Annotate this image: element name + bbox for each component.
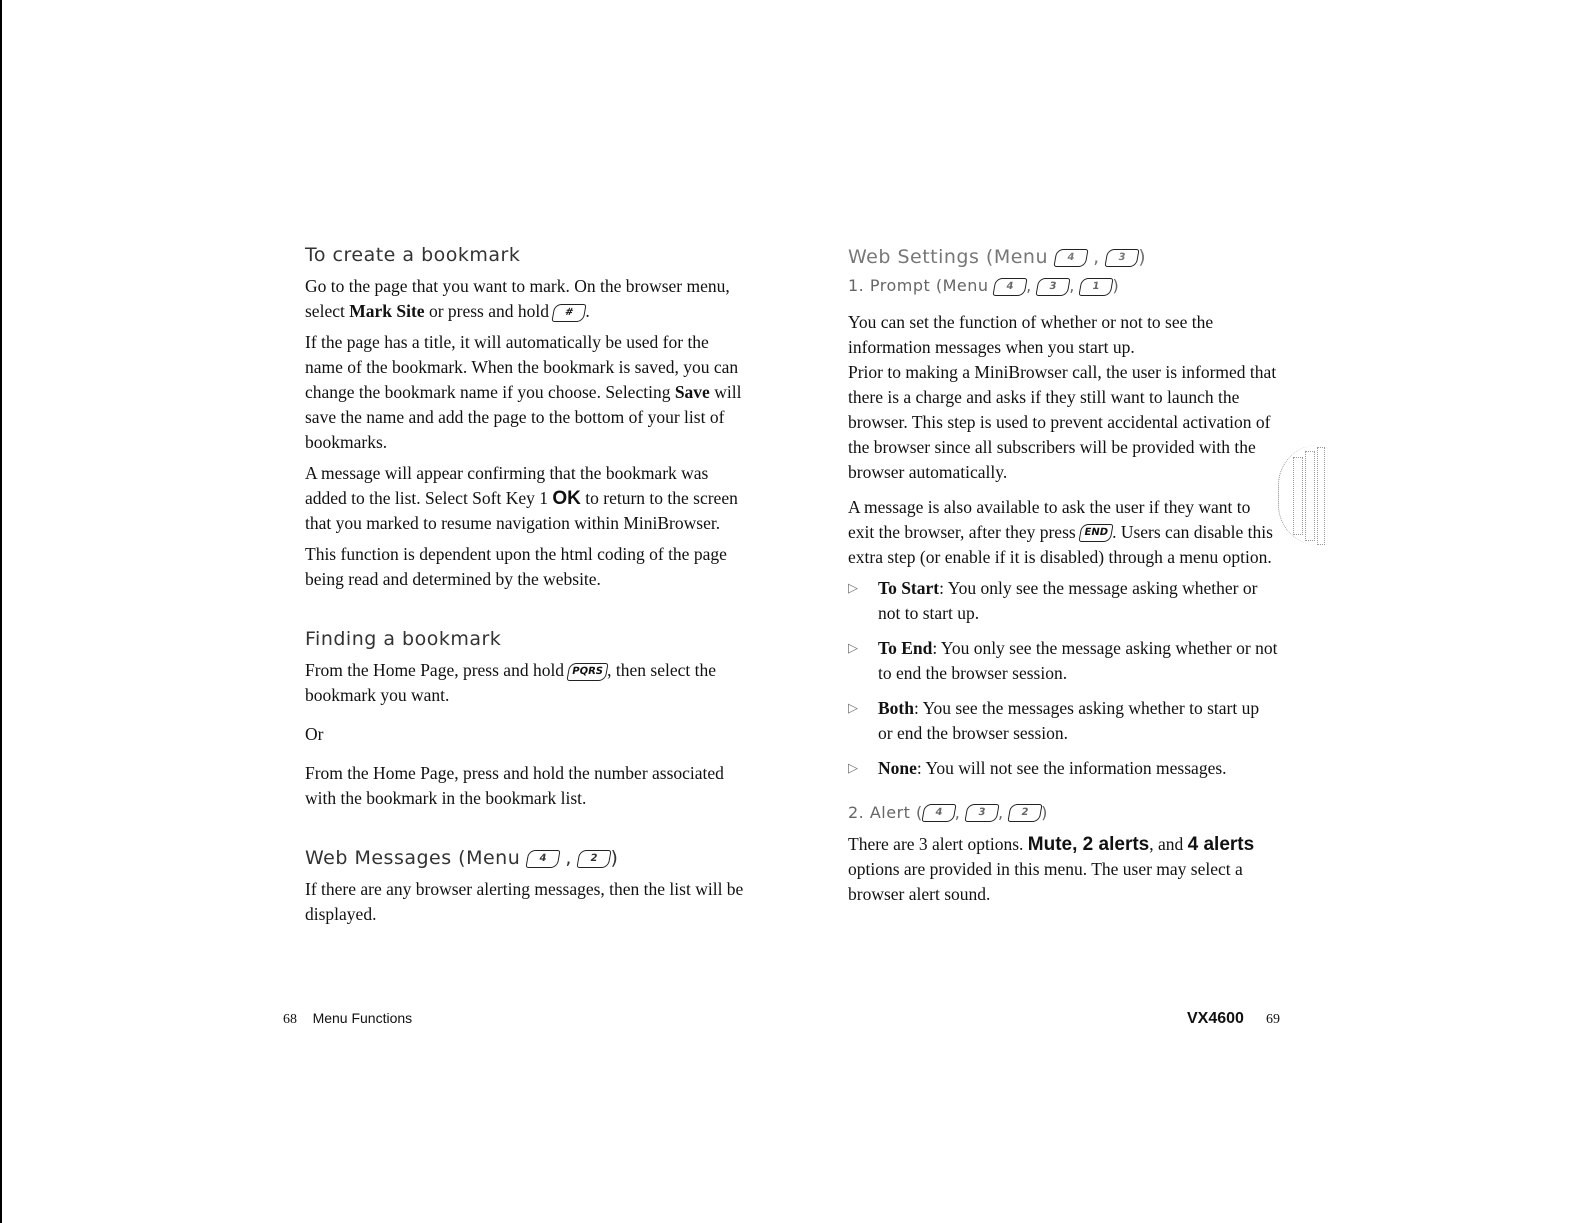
text: A message is also available to ask the user if they want to exit the browser, after they press	[848, 496, 1251, 542]
option-term: Both	[878, 697, 914, 718]
text: )	[1112, 276, 1120, 295]
text: will save the name and add the page to the bottom of your list of bookmarks.	[305, 382, 742, 452]
ok-term: OK	[552, 488, 581, 509]
text: Go to the page that you want to mark. On the browser menu, select	[305, 276, 730, 321]
create-paragraph-2	[305, 330, 745, 455]
key-1-icon: 1	[1079, 278, 1114, 296]
web-messages-heading	[305, 847, 745, 869]
key-3-icon: 3	[964, 804, 999, 822]
text: or press and hold	[424, 301, 554, 321]
finding-paragraph-1	[305, 658, 745, 708]
text: , and	[1149, 834, 1188, 854]
text: ,	[565, 847, 572, 869]
text: . Users can disable this extra step (or enable if it is disabled) through a menu option.	[848, 521, 1273, 567]
right-page-column	[848, 240, 1278, 913]
arrow-bullet-icon: ▷	[848, 640, 858, 656]
text: , then select the bookmark you want.	[305, 660, 717, 705]
key-4-icon: 4	[1053, 249, 1088, 267]
page-number: 69	[1265, 1012, 1280, 1027]
option-term: None	[878, 757, 917, 778]
key-2-icon: 2	[1008, 804, 1043, 822]
text: 1. Prompt (Menu	[848, 276, 995, 295]
arrow-bullet-icon: ▷	[848, 580, 858, 596]
list-item	[848, 756, 1278, 781]
list-item	[848, 576, 1278, 626]
list-item	[848, 636, 1278, 686]
create-paragraph-4: This function is dependent upon the html coding of the page being read and determined by the website.	[305, 544, 727, 589]
finding-bookmark-heading: Finding a bookmark	[305, 628, 502, 650]
prompt-paragraph-2: Prior to making a MiniBrowser call, the user is informed that there is a charge and asks if they still want to launch the browser. This step is used to prevent accidental activation of the browser since all subscribers will be provided with the browser automatically.	[848, 361, 1277, 482]
text: Web Settings (Menu	[848, 246, 1055, 268]
save-term: Save	[674, 382, 710, 402]
option-text: : You will not see the information messages.	[916, 757, 1227, 778]
text: From the Home Page, press and hold	[305, 660, 569, 680]
list-item	[848, 696, 1278, 746]
left-page-footer	[283, 1010, 412, 1028]
key-4-icon: 4	[921, 804, 956, 822]
text: A message will appear confirming that the bookmark was added to the list. Select Soft Key 1	[305, 463, 709, 508]
key-2-icon: 2	[577, 850, 612, 868]
mark-site-term: Mark Site	[349, 301, 425, 321]
text: .	[585, 301, 590, 321]
right-page-footer	[1187, 1010, 1280, 1028]
text: to return to the screen that you marked to resume navigation within MiniBrowser.	[305, 488, 738, 533]
web-messages-paragraph: If there are any browser alerting messages, then the list will be displayed.	[305, 879, 744, 924]
section-tab-marker	[1278, 445, 1325, 545]
prompt-heading: 1. Prompt (Menu 4 , 3 , 1 )	[848, 276, 1120, 295]
pound-key-icon: #	[552, 304, 587, 322]
page-number: 68	[283, 1012, 297, 1027]
text: ,	[1093, 246, 1100, 268]
text: )	[1138, 246, 1147, 268]
prompt-paragraph-1: You can set the function of whether or not to see the information messages when you start up.	[848, 311, 1214, 357]
option-term: To End	[878, 637, 933, 658]
key-4-icon: 4	[993, 278, 1028, 296]
create-paragraph-3	[305, 461, 745, 536]
arrow-bullet-icon: ▷	[848, 760, 858, 776]
key-7-icon: PQRS	[567, 663, 609, 681]
alert-paragraph	[848, 832, 1278, 907]
key-3-icon: 3	[1105, 249, 1140, 267]
arrow-bullet-icon: ▷	[848, 700, 858, 716]
alert-heading: 2. Alert ( 4 , 3 , 2 )	[848, 802, 1048, 822]
text: Web Messages (Menu	[305, 847, 527, 869]
footer-model-label: VX4600	[1187, 1010, 1244, 1027]
option-text: : You only see the message asking whether or not to start up.	[878, 577, 1258, 623]
page-edge-line	[0, 0, 2, 1223]
prompt-paragraph-3	[848, 495, 1278, 570]
finding-or: Or	[305, 724, 324, 744]
key-3-icon: 3	[1036, 278, 1071, 296]
text: )	[1041, 802, 1048, 822]
prompt-options-list	[848, 576, 1278, 781]
create-bookmark-heading: To create a bookmark	[305, 244, 521, 266]
text: If the page has a title, it will automatically be used for the name of the bookmark. When the bookmark is saved, you can change the bookmark name if you choose. Selecting	[305, 332, 739, 402]
text: 2. Alert (	[848, 802, 923, 822]
web-settings-heading	[848, 246, 1278, 268]
finding-paragraph-2: From the Home Page, press and hold the number associated with the bookmark in the bookmark list.	[305, 763, 724, 808]
text: )	[610, 847, 619, 869]
left-page-column	[305, 238, 745, 933]
option-text: : You see the messages asking whether to start up or end the browser session.	[878, 697, 1260, 743]
key-4-icon: 4	[525, 850, 560, 868]
mute-2-alerts-term: Mute, 2 alerts	[1027, 834, 1150, 855]
text: options are provided in this menu. The user may select a browser alert sound.	[848, 859, 1243, 904]
end-key-icon: END	[1078, 524, 1113, 542]
4-alerts-term: 4 alerts	[1187, 834, 1255, 855]
footer-section-label: Menu Functions	[312, 1010, 413, 1026]
text: There are 3 alert options.	[848, 834, 1028, 854]
option-text: : You only see the message asking whether or not to end the browser session.	[878, 637, 1278, 683]
option-term: To Start	[878, 577, 940, 598]
create-paragraph-1	[305, 274, 745, 324]
